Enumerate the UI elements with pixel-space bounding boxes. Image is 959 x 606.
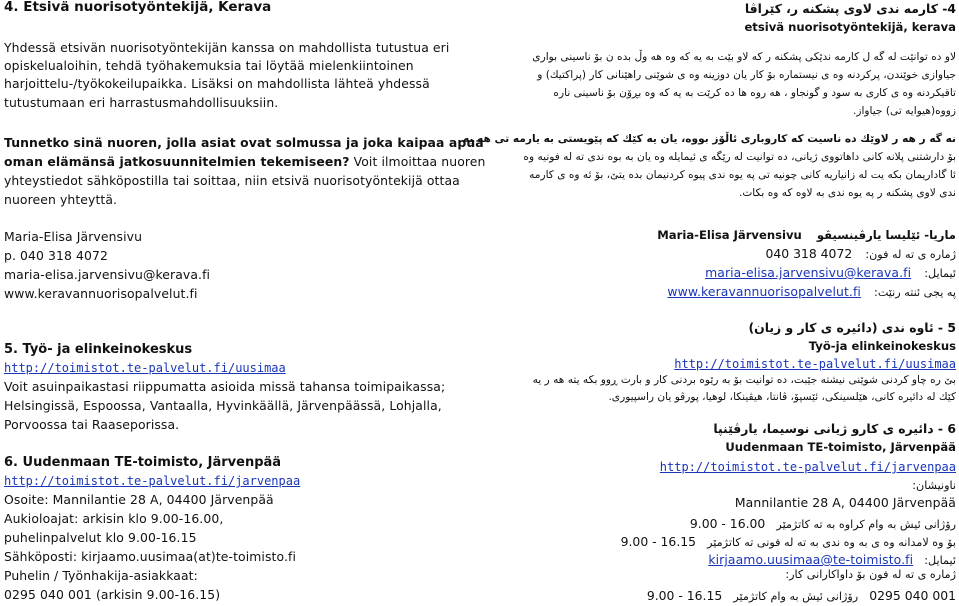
section-6-hours-row-ku (690, 515, 956, 531)
contact-name-label-ku: ماریا- ئێلیسا یارڤینسیڤو (816, 228, 956, 242)
section-6-email-label-ku: ئیمایل: (924, 554, 956, 567)
section-6-link[interactable]: http://toimistot.te-palvelut.fi/jarvenpaa (4, 474, 301, 488)
section-5-title: 5. Työ- ja elinkeinokeskus (4, 342, 193, 357)
contact-email-row-ku (705, 264, 956, 280)
section-4-paragraph-line: harjoittelu-/työkokeilupaikka. Lisäksi on mahdollista lähteä yhdessä (4, 76, 430, 91)
section-6-subtitle-ku: Uudenmaan TE-toimisto, Järvenpää (725, 440, 956, 454)
section-4-paragraph-line: tutustumaan eri harrastusmahdollisuuksiin. (4, 95, 279, 110)
section-6-link-ku[interactable]: http://toimistot.te-palvelut.fi/jarvenpaa (659, 460, 956, 474)
contact-website[interactable]: www.keravannuorisopalvelut.fi (4, 286, 198, 301)
contact-phone-label-ku: ژماره ی ته له فون: (865, 248, 956, 261)
section-6-hours-label-ku: رۆژانی ئیش به وام کراوه به ته كاتژمێر (776, 518, 956, 531)
section-5-link[interactable]: http://toimistot.te-palvelut.fi/uusimaa (4, 361, 286, 375)
section-4-question-line-ku: ئا گاداریمان بکه یت له زانیاریه کانی چونیه تی په یوه ندی پیوه کردنیمان بده یتێ، بۆ ئه وه ی کارمه (529, 169, 956, 181)
section-4-question-line: Tunnetko sinä nuoren, jolla asiat ovat solmussa ja joka kaipaa apua (4, 135, 484, 150)
contact-email-link-ku[interactable]: maria-elisa.jarvensivu@kerava.fi (705, 265, 912, 280)
section-4-paragraph-line-ku: زووه(هیوایه تی) جیاواز. (852, 105, 956, 117)
section-6-phone-hours-ku: 9.00 - 16.15 (620, 534, 697, 549)
section-6-phone-hours-label-ku: بۆ وه لامدانه وه ی به وه ندی به ته له فونی ته کاتژمێر (707, 536, 956, 549)
section-4-title: 4. Etsivä nuorisotyöntekijä, Kerava (4, 0, 272, 15)
section-4-question-line-ku: نه گه ر هه ر لاوێك ده ناسیت كه كاروباری ئاڵۆز بووه، یان یه كێك كه پێویستی به یارمه تی هه یه (462, 133, 956, 145)
section-5-text-line: Voit asuinpaikastasi riippumatta asioida missä tahansa toimipaikassa; (4, 379, 446, 394)
section-4-question-line-ku: بۆ دارشتنی پلانه كانی داهاتووی ژیانی، ده توانیت له رێگه ی ئیمایله وه یان به بوه ندی ته له فونیه وه (523, 151, 956, 163)
section-6-title: 6. Uudenmaan TE-toimisto, Järvenpää (4, 455, 282, 470)
section-6-line: puhelinpalvelut klo 9.00-16.15 (4, 530, 197, 545)
section-6-address-ku: Mannilantie 28 A, 04400 Järvenpää (734, 495, 956, 510)
section-6-phone-ku: 0295 040 001 (869, 588, 956, 603)
section-6-hours-ku: 9.00 - 16.00 (689, 516, 766, 531)
contact-email-label-ku: ئیمایل: (924, 267, 956, 280)
contact-phone-ku: 040 318 4072 (765, 246, 853, 261)
section-4-title-ku: 4- کارمه ندی لاوی پشکنه ر، کێراڤا (744, 1, 956, 16)
contact-name: Maria-Elisa Järvensivu (4, 229, 143, 244)
section-6-phone-row-ku (647, 587, 956, 603)
section-6-line: 0295 040 001 (arkisin 9.00-16.15) (4, 587, 221, 602)
contact-phone-row-ku (766, 245, 957, 261)
section-4-paragraph-line: Yhdessä etsivän nuorisotyöntekijän kanssa on mahdollista tutustua eri (4, 40, 450, 55)
section-6-phone-line-label-ku: رۆژانی ئیش به وام کاتژمێر (733, 590, 859, 603)
section-5-subtitle-ku: Työ-ja elinkeinokeskus (808, 339, 956, 353)
section-4-question-line: nuoreen yhteyttä. (4, 192, 118, 207)
section-4-paragraph-line-ku: تاقیکردنه وه ی کاری به سود و گونجاو ، هه روه ها ده کرێت به یه که وه بڕۆن بۆ ناسینی ناره (553, 87, 956, 99)
contact-web-row-ku (667, 283, 956, 299)
section-6-line: Sähköposti: kirjaamo.uusimaa(at)te-toimisto.fi (4, 549, 296, 564)
section-5-link-ku[interactable]: http://toimistot.te-palvelut.fi/uusimaa (674, 357, 956, 371)
contact-web-label-ku: په یجی ئنته رنێت: (874, 286, 956, 299)
contact-phone: p. 040 318 4072 (4, 248, 108, 263)
section-6-line: Osoite: Mannilantie 28 A, 04400 Järvenpää (4, 492, 274, 507)
section-6-line: Puhelin / Työnhakija-asiakkaat: (4, 568, 198, 583)
section-6-email-link-ku[interactable]: kirjaamo.uusimaa@te-toimisto.fi (708, 552, 914, 567)
section-4-subtitle-ku: etsivä nuorisotyöntekijä, kerava (744, 20, 956, 34)
section-4-question-rest: Voit ilmoittaa nuoren (349, 154, 486, 169)
contact-web-link-ku[interactable]: www.keravannuorisopalvelut.fi (667, 284, 861, 299)
section-6-phone-label-ku: ژماره ی ته له فون بۆ داواکارانی کار: (785, 568, 956, 581)
section-4-paragraph-line-ku: لاو ده توانێت له گه ل کارمه ندێکی پشکنه ر که لاو بێت به یه که وه هه وڵ بده ن بۆ ناسینی بواری (532, 51, 956, 63)
section-6-phone-hours-row-ku (621, 533, 956, 549)
section-6-title-ku: 6 - دائیره ی کارو ژیانی نوسیما، یارڤێنپا (713, 421, 956, 436)
section-5-title-ku: 5 - ئاوه ندی (دائیره ی کار و زیان) (748, 320, 956, 335)
section-6-address-label-ku: ناونیشان: (912, 479, 956, 492)
section-5-text-line: Porvoossa tai Raaseporissa. (4, 417, 180, 432)
section-5-text-line: Helsingissä, Espoossa, Vantaalla, Hyvinkäällä, Järvenpäässä, Lohjalla, (4, 398, 442, 413)
section-5-text-line-ku: کێك له دائیره کانی، هێلسینکی، ئێسپۆ، ڤانتا، هیڤینکا، لوهیا، پورڤو یان راسپیوری. (608, 391, 956, 403)
section-4-question-line (4, 156, 485, 168)
section-4-paragraph-line-ku: جیاوازی خوێندن، پرکردنه وه ی نیستماره بۆ کار یان دوزینه وه ی شوێنی راهێنانی کار (پراکتیك) و (537, 69, 956, 81)
section-4-question-bold: oman elämänsä jatkosuunnitelmien tekemiseen? (4, 154, 350, 169)
section-4-paragraph-line: opiskelualoihin, tehdä työhakemuksia tai löytää mielenkiintoinen (4, 58, 414, 73)
section-6-email-row-ku (708, 551, 956, 567)
contact-name-ku: Maria-Elisa Järvensivu (657, 228, 802, 242)
section-6-line: Aukioloajat: arkisin klo 9.00-16.00, (4, 511, 224, 526)
section-4-question-line-ku: ندی لاوی پشکنه ر په یوه ندی به لاوه که وه بکات. (738, 187, 956, 199)
contact-email[interactable]: maria-elisa.jarvensivu@kerava.fi (4, 267, 211, 282)
section-5-text-line-ku: بێ ره چاو کردنی شوێنی نیشته جێبت، ده توانیت بۆ به رێوه بردنی کار و بارت ڕوو بکه یته هه ر یه (532, 374, 956, 386)
contact-name-row-ku (657, 226, 956, 242)
section-4-question-line: yhteystiedot sähköpostilla tai soittaa, niin etsivä nuorisotyöntekijä ottaa (4, 173, 460, 188)
section-6-phone-hours-2-ku: 9.00 - 16.15 (646, 588, 723, 603)
